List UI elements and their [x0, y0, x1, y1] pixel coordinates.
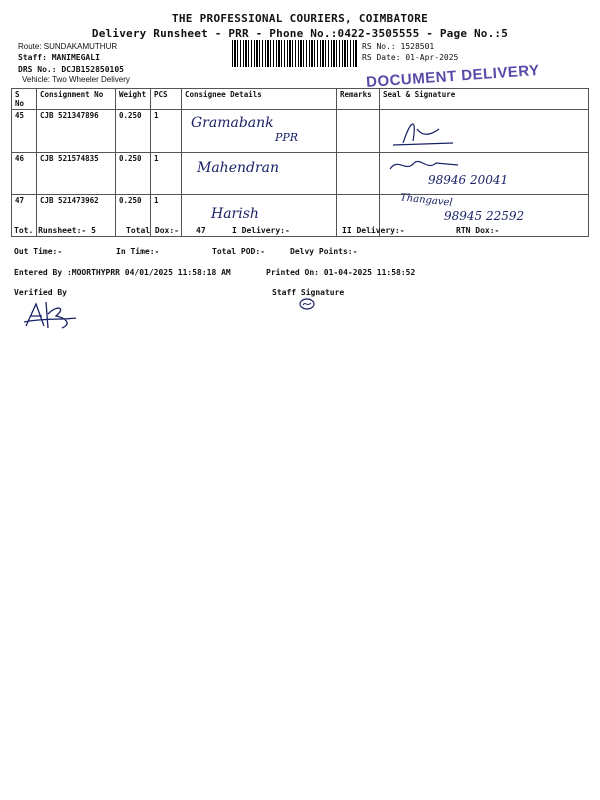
table-row — [12, 153, 589, 195]
signature-phone: 98946 20041 — [428, 173, 509, 187]
staff-signature: Staff Signature — [272, 288, 345, 297]
consignee-handwriting: Mahendran — [197, 160, 280, 176]
col-sno: S No — [12, 89, 37, 110]
printed-on: Printed On: 01-04-2025 11:58:52 — [266, 268, 416, 277]
row-remarks — [337, 110, 380, 153]
table-row — [12, 110, 589, 153]
consignee-handwriting: Gramabank — [191, 115, 274, 131]
verified-signature — [22, 298, 78, 332]
signature-name: Thangavel — [399, 192, 454, 209]
entered-by: Entered By :MOORTHYPRR 04/01/2025 11:58:18 AM — [14, 268, 231, 277]
row-consignee — [182, 110, 337, 153]
row-consignment: CJB 521347896 — [37, 110, 116, 153]
row-weight: 0.250 — [116, 195, 151, 237]
row-pcs: 1 — [151, 110, 182, 153]
row-pcs: 1 — [151, 153, 182, 195]
signature-scribble — [383, 111, 533, 149]
row-sno: 46 — [12, 153, 37, 195]
table-row — [12, 195, 589, 237]
row-signature — [380, 110, 589, 153]
col-signature: Seal & Signature — [380, 89, 589, 110]
out-time: Out Time:- — [14, 247, 63, 256]
staff-signature-mark — [298, 297, 316, 311]
rtn-dox: RTN Dox:- — [456, 226, 500, 235]
tot-runsheet: Tot. Runsheet:- 5 — [14, 226, 96, 235]
rs-date: RS Date: 01-Apr-2025 — [362, 53, 459, 62]
total-dox: Total Dox:- — [126, 226, 179, 235]
route: Route: SUNDAKAMUTHUR — [18, 42, 118, 51]
row-signature — [380, 153, 589, 195]
total-pod: Total POD:- — [212, 247, 265, 256]
row-consignee — [182, 153, 337, 195]
col-consignment: Consignment No — [37, 89, 116, 110]
total-dox-value: 47 — [196, 226, 206, 235]
rs-no: RS No.: 1528501 — [362, 42, 435, 51]
col-pcs: PCS — [151, 89, 182, 110]
verified-by: Verified By — [14, 288, 67, 297]
delvy-points: Delvy Points:- — [290, 247, 358, 256]
signature-phone: 98945 22592 — [444, 209, 525, 223]
row-consignment: CJB 521473962 — [37, 195, 116, 237]
row-consignment: CJB 521574835 — [37, 153, 116, 195]
signature-scribble — [388, 155, 468, 175]
runsheet-subtitle: Delivery Runsheet - PRR - Phone No.:0422-3505555 - Page No.:5 — [91, 27, 509, 40]
vehicle: Vehicle: Two Wheeler Delivery — [22, 75, 130, 84]
staff: Staff: MANIMEGALI — [18, 53, 100, 62]
runsheet-table — [11, 88, 589, 237]
table-header-row — [12, 89, 589, 110]
row-sno: 45 — [12, 110, 37, 153]
col-consignee: Consignee Details — [182, 89, 337, 110]
consignee-handwriting: Harish — [211, 206, 259, 222]
in-time: In Time:- — [116, 247, 160, 256]
consignee-handwriting-2: PPR — [275, 131, 299, 144]
row-remarks — [337, 153, 380, 195]
col-remarks: Remarks — [337, 89, 380, 110]
company-title: THE PROFESSIONAL COURIERS, COIMBATORE — [171, 12, 429, 25]
ii-delivery: II Delivery:- — [342, 226, 405, 235]
col-weight: Weight — [116, 89, 151, 110]
barcode — [232, 40, 358, 67]
row-weight: 0.250 — [116, 110, 151, 153]
row-weight: 0.250 — [116, 153, 151, 195]
document-delivery-stamp: DOCUMENT DELIVERY — [365, 61, 541, 92]
row-sno: 47 — [12, 195, 37, 237]
i-delivery: I Delivery:- — [232, 226, 290, 235]
row-pcs: 1 — [151, 195, 182, 237]
drs-no: DRS No.: DCJB152850105 — [18, 65, 124, 74]
